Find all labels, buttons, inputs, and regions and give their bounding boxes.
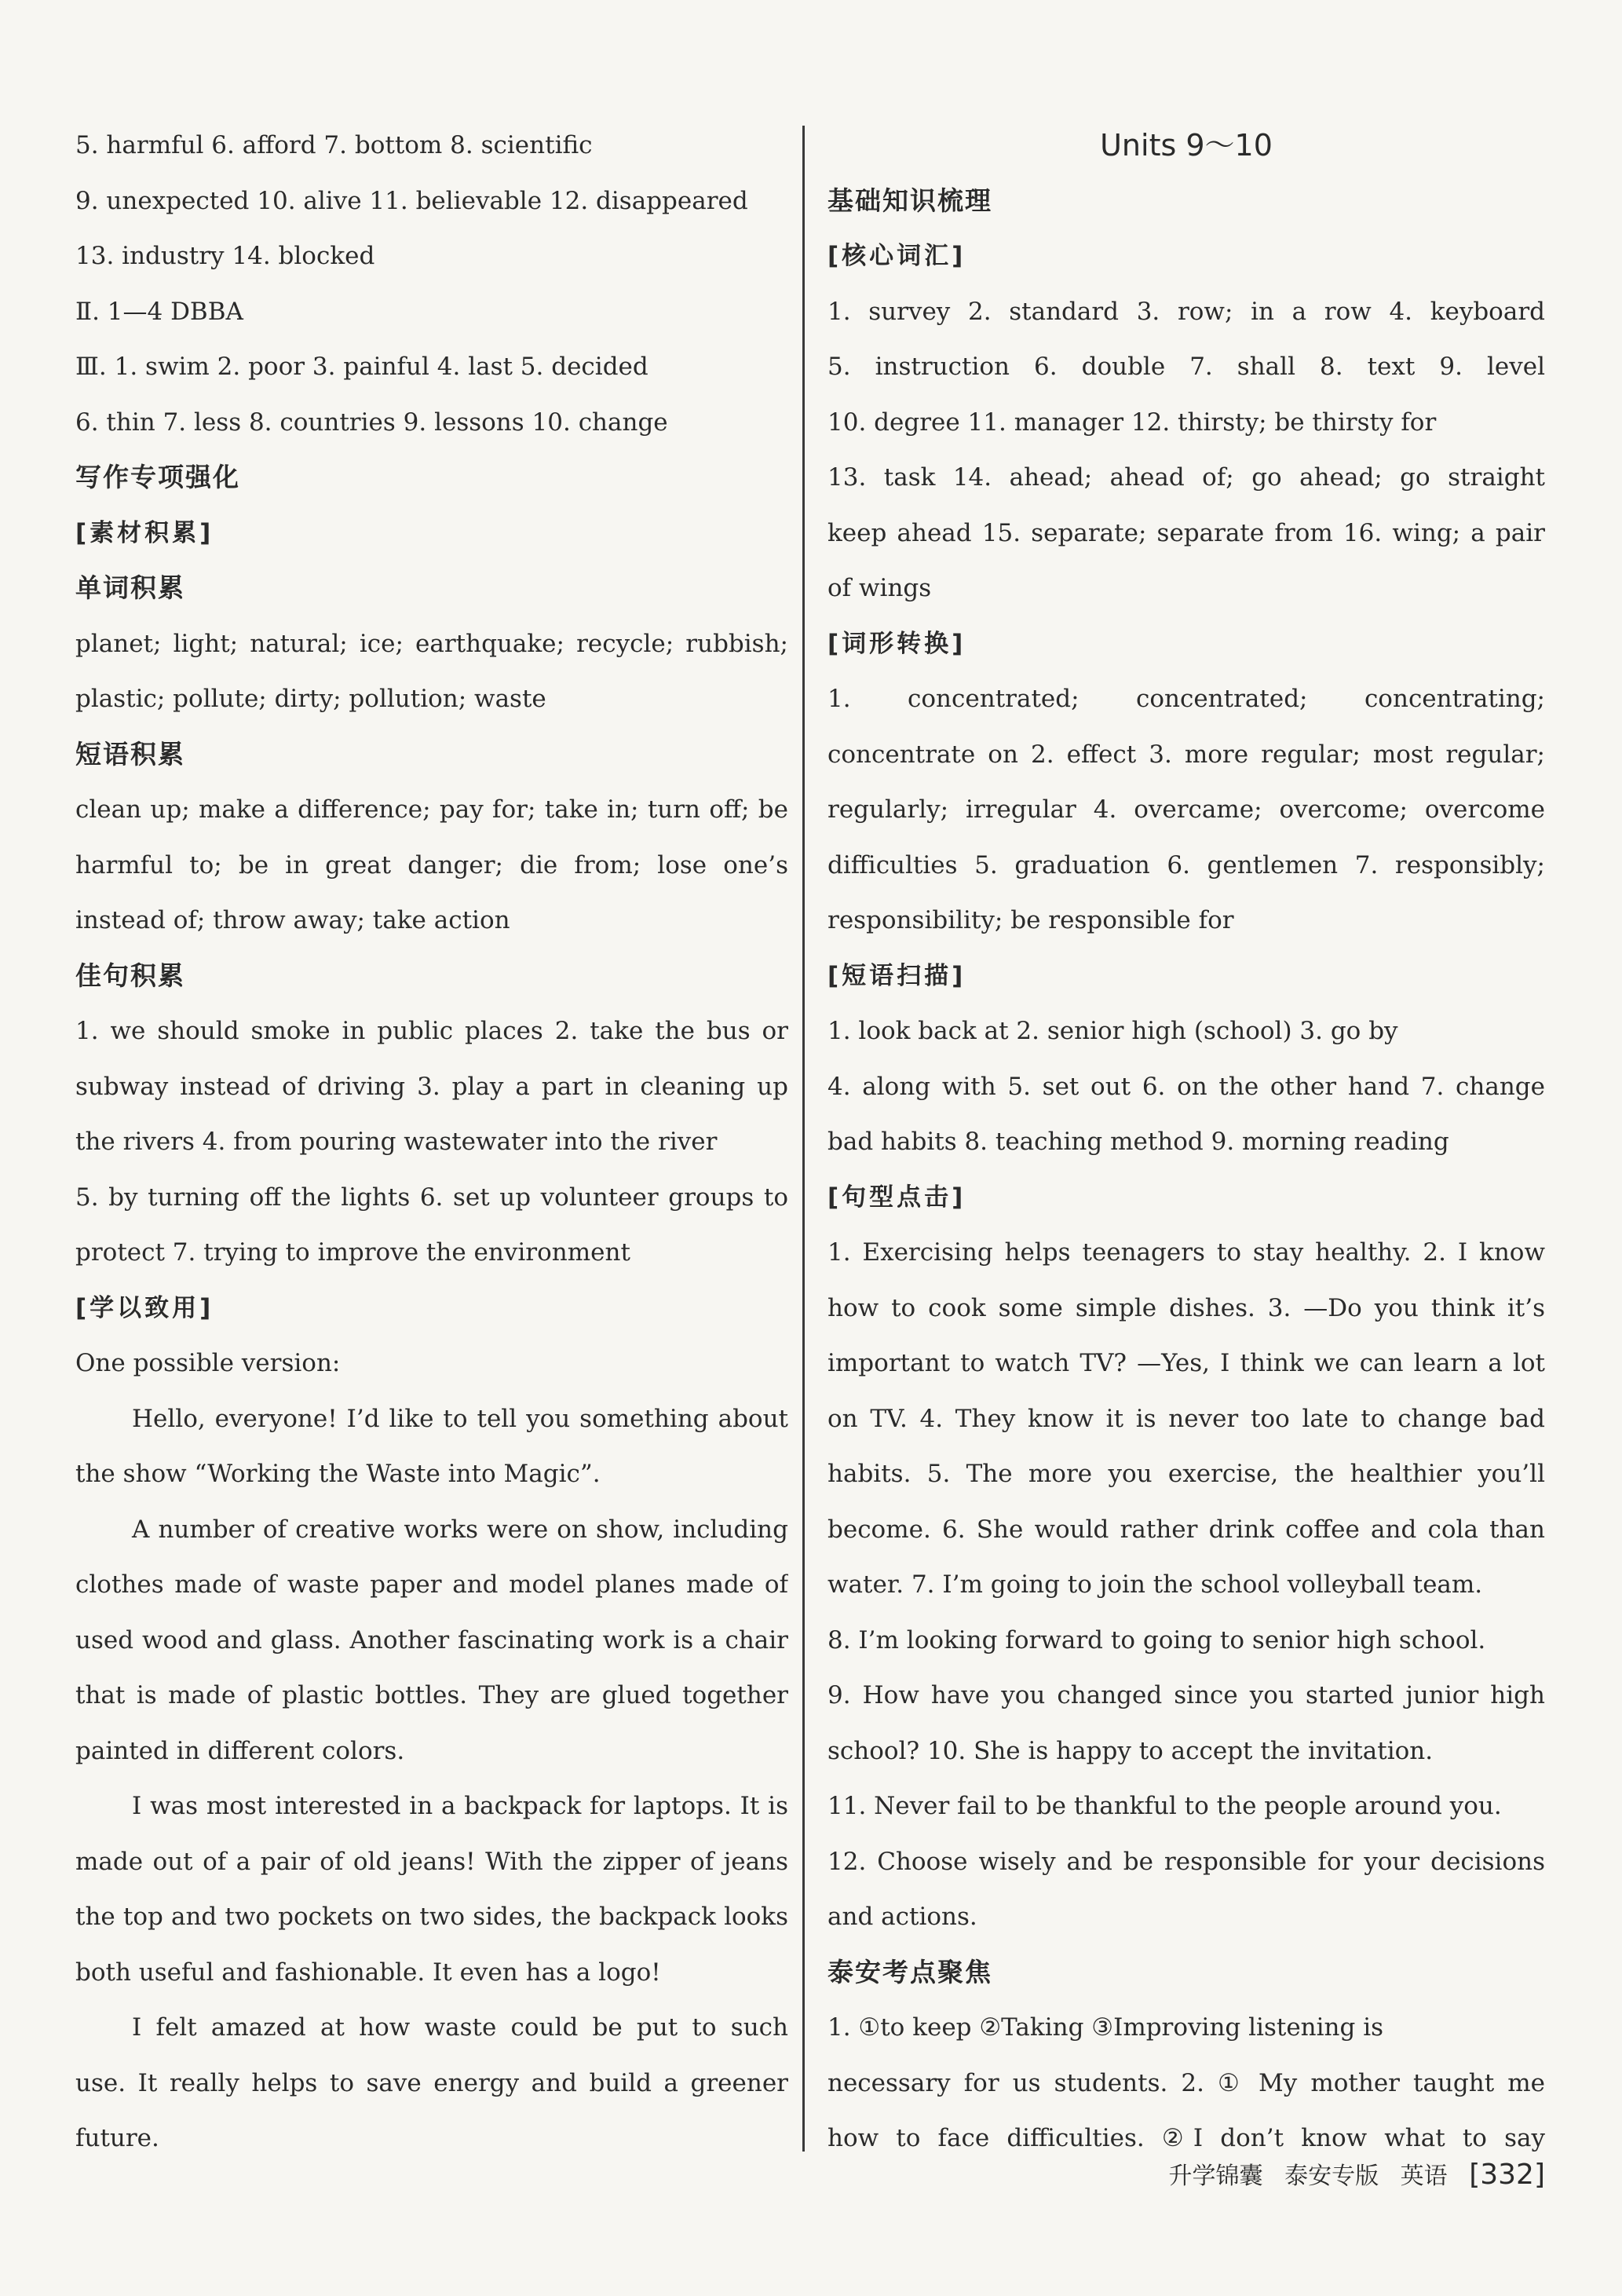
heading-sentences: 佳句积累 [75, 960, 185, 991]
paragraph-line: the show “Working the Waste into Magic”. [75, 1460, 601, 1488]
footer-book-title: 升学锦囊 [1168, 2163, 1263, 2190]
subsection-label-apply: [学以致用] [75, 1293, 214, 1322]
paragraph-line: A number of creative works were on show, including [132, 1515, 788, 1544]
answer-line: 5. instruction 6. double 7. shall 8. text 9. level [827, 353, 1545, 381]
answer-line: 13. task 14. ahead; ahead of; go ahead; go straight [827, 463, 1545, 492]
answer-line: how to cook some simple dishes. 3. —Do you think it’s [827, 1293, 1545, 1322]
text-line: the rivers 4. from pouring wastewater into the river [75, 1128, 718, 1156]
answer-line: concentrate on 2. effect 3. more regular; most regular; [827, 740, 1545, 769]
answer-line: 10. degree 11. manager 12. thirsty; be thirsty for [827, 408, 1437, 437]
section-heading-basic: 基础知识梳理 [827, 185, 992, 216]
answer-line: and actions. [827, 1903, 977, 1931]
paragraph-line: painted in different colors. [75, 1736, 405, 1765]
text-line: One possible version: [75, 1349, 341, 1377]
paragraph-line: I felt amazed at how waste could be put to such [132, 2013, 788, 2042]
answer-line: 6. thin 7. less 8. countries 9. lessons 10. change [75, 408, 668, 437]
answer-line: how to face difficulties. ②I don’t know what to say [827, 2124, 1545, 2152]
answer-line: habits. 5. The more you exercise, the healthier you’ll [827, 1460, 1545, 1488]
left-column [75, 118, 788, 2166]
answer-line: school? 10. She is happy to accept the invitation. [827, 1736, 1434, 1765]
paragraph-line: both useful and fashionable. It even has a logo! [75, 1958, 661, 1987]
answer-line: 1. look back at 2. senior high (school) 3. go by [827, 1017, 1398, 1045]
answer-line: 9. How have you changed since you started junior high [827, 1681, 1545, 1709]
subsection-label-material: [素材积累] [75, 518, 214, 547]
footer-edition: 泰安专版 [1284, 2163, 1379, 2190]
answer-line: water. 7. I’m going to join the school volleyball team. [827, 1570, 1483, 1599]
answer-line: 4. along with 5. set out 6. on the other hand 7. change [827, 1072, 1545, 1101]
answer-line: 5. harmful 6. afford 7. bottom 8. scientific [75, 131, 593, 159]
page-footer [1155, 2152, 1545, 2200]
text-line: 5. by turning off the lights 6. set up volunteer groups to [75, 1183, 788, 1212]
paragraph-line: used wood and glass. Another fascinating work is a chair [75, 1625, 788, 1654]
subsection-label-vocab: [核心词汇] [827, 242, 966, 270]
answer-line: difficulties 5. graduation 6. gentlemen 7. responsibly; [827, 850, 1545, 879]
answer-line: 1. ①to keep ②Taking ③Improving listening is [827, 2013, 1384, 2042]
subsection-label-phrases: [短语扫描] [827, 961, 966, 990]
text-line: planet; light; natural; ice; earthquake; recycle; rubbish; [75, 629, 788, 658]
answer-line: 11. Never fail to be thankful to the people around you. [827, 1792, 1502, 1820]
subsection-label-patterns: [句型点击] [827, 1183, 966, 1212]
section-heading-taian: 泰安考点聚焦 [827, 1956, 992, 1987]
column-divider [802, 126, 805, 2152]
paragraph-line: I was most interested in a backpack for laptops. It is [132, 1792, 788, 1820]
answer-line: necessary for us students. 2. ① My mother taught me [827, 2068, 1545, 2097]
answer-line: on TV. 4. They know it is never too late to change bad [827, 1404, 1545, 1433]
answer-line: 12. Choose wisely and be responsible for your decisions [827, 1847, 1545, 1876]
right-column [827, 118, 1545, 2166]
paragraph-line: use. It really helps to save energy and build a greener [75, 2068, 788, 2097]
paragraph-line: Hello, everyone! I’d like to tell you something about [132, 1404, 788, 1433]
footer-subject: 英语 [1400, 2163, 1448, 2190]
page-number: [332] [1469, 2159, 1545, 2191]
answer-line: 1. Exercising helps teenagers to stay healthy. 2. I know [827, 1238, 1545, 1267]
text-line: harmful to; be in great danger; die from; lose one’s [75, 850, 788, 879]
unit-title: Units 9～10 [1100, 128, 1273, 163]
text-line: instead of; throw away; take action [75, 906, 510, 934]
answer-line: bad habits 8. teaching method 9. morning reading [827, 1128, 1449, 1156]
paragraph-line: the top and two pockets on two sides, the backpack looks [75, 1903, 788, 1931]
text-line: clean up; make a difference; pay for; take in; turn off; be [75, 795, 788, 824]
answer-line: responsibility; be responsible for [827, 906, 1234, 934]
answer-line: Ⅲ. 1. swim 2. poor 3. painful 4. last 5. decided [75, 353, 648, 381]
answer-line: of wings [827, 574, 932, 602]
subsection-label-forms: [词形转换] [827, 629, 966, 658]
paragraph-line: that is made of plastic bottles. They are glued together [75, 1681, 788, 1709]
text-line: 1. we should smoke in public places 2. take the bus or [75, 1017, 788, 1045]
heading-phrases: 短语积累 [75, 738, 185, 770]
paragraph-line: made out of a pair of old jeans! With the zipper of jeans [75, 1847, 788, 1876]
section-heading-writing: 写作专项强化 [75, 462, 240, 492]
answer-line: important to watch TV? —Yes, I think we can learn a lot [827, 1349, 1545, 1377]
paragraph-line: future. [75, 2124, 159, 2152]
answer-line: regularly; irregular 4. overcame; overcome; overcome [827, 795, 1545, 824]
answer-line: Ⅱ. 1—4 DBBA [75, 297, 243, 326]
answer-line: 8. I’m looking forward to going to senior high school. [827, 1625, 1486, 1654]
text-line: subway instead of driving 3. play a part in cleaning up [75, 1072, 788, 1101]
answer-line: 13. industry 14. blocked [75, 242, 375, 270]
heading-words: 单词积累 [75, 572, 185, 603]
answer-line: become. 6. She would rather drink coffee and cola than [827, 1515, 1545, 1544]
paragraph-line: clothes made of waste paper and model planes made of [75, 1570, 788, 1599]
answer-line: keep ahead 15. separate; separate from 16. wing; a pair [827, 518, 1545, 547]
answer-line: 9. unexpected 10. alive 11. believable 12. disappeared [75, 186, 748, 215]
answer-line: 1. survey 2. standard 3. row; in a row 4. keyboard [827, 297, 1545, 326]
text-line: plastic; pollute; dirty; pollution; waste [75, 685, 546, 713]
answer-line: 1. concentrated; concentrated; concentrating; [827, 685, 1545, 713]
text-line: protect 7. trying to improve the environment [75, 1238, 630, 1267]
